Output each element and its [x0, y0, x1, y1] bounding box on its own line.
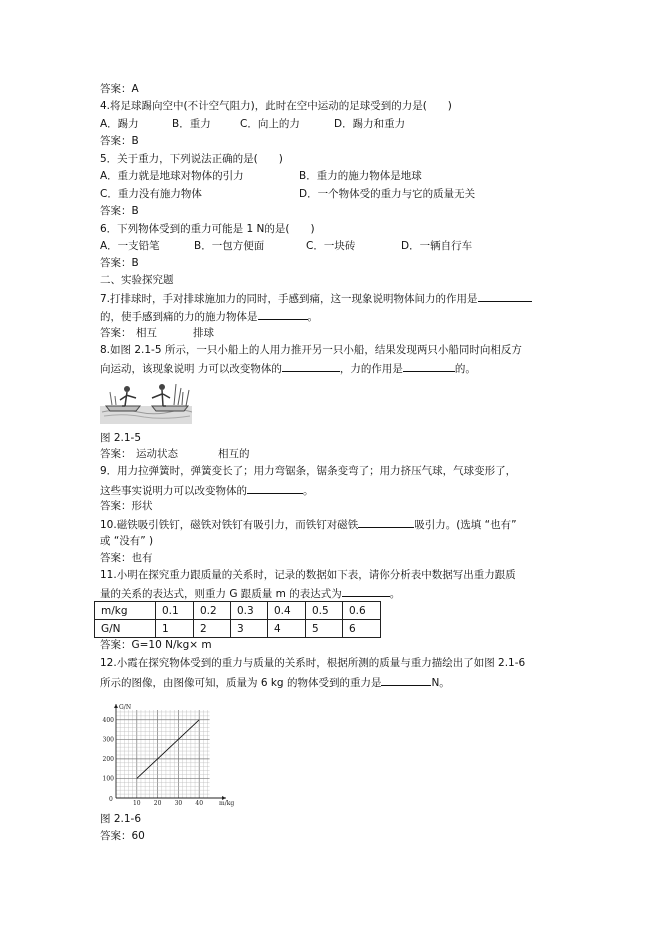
- q10-blank: [358, 516, 414, 528]
- q12-line-1: 12.小霞在探究物体受到的重力与质量的关系时，根据所测的质量与重力描绘出了如图 2.1-6: [100, 657, 526, 669]
- q9-text-2: 。: [303, 485, 314, 497]
- table-row: [95, 620, 381, 638]
- q7-line-1: [100, 290, 532, 306]
- q8-answer-label: 答案：: [100, 448, 132, 460]
- table-cell: 0.3: [231, 602, 268, 620]
- q11-line-1: 11.小明在探究重力跟质量的关系时，记录的数据如下表，请你分析表中数据写出重力跟质: [100, 569, 516, 581]
- q8-line-2: [100, 360, 476, 376]
- q3-answer: 答案：A: [100, 83, 139, 95]
- q8-answer-1: 运动状态: [136, 448, 178, 460]
- q11-answer: 答案：G=10 N/kg× m: [100, 639, 212, 651]
- q9-blank: [247, 482, 303, 494]
- q7-blank-2: [258, 308, 308, 320]
- q8-blank-1: [282, 360, 340, 372]
- table-cell: 6: [343, 620, 381, 638]
- q10-line-2: 或 “没有” ): [100, 535, 154, 547]
- table-cell: 0.6: [343, 602, 381, 620]
- figure-caption-2-1-6: 图 2.1-6: [100, 813, 142, 825]
- q9-answer: 答案：形状: [100, 500, 153, 512]
- q8-answer-2: 相互的: [218, 448, 250, 460]
- q4-option-d: D．踢力和重力: [334, 118, 406, 130]
- q4-option-c: C．向上的力: [240, 118, 300, 130]
- series-line: [137, 720, 199, 779]
- q6-answer: 答案：B: [100, 257, 139, 269]
- q7-text-3: 。: [307, 311, 318, 323]
- q10-text-1: 10.磁铁吸引铁钉，磁铁对铁钉有吸引力，而铁钉对磁铁: [100, 519, 359, 531]
- table-row: [95, 602, 381, 620]
- chart-series: [137, 720, 199, 779]
- q10-answer: 答案：也有: [100, 552, 153, 564]
- x-tick-label: 10: [132, 800, 141, 807]
- q10-text-2: 吸引力。(选填 “也有”: [414, 519, 517, 531]
- table-cell: 0.2: [194, 602, 231, 620]
- y-tick-label: 300: [102, 736, 114, 744]
- boats-illustration: [100, 376, 192, 424]
- q5-option-d: D．一个物体受的重力与它的质量无关: [299, 188, 476, 200]
- x-tick-label: 40: [195, 800, 204, 807]
- q4-stem: 4.将足球踢向空中(不计空气阻力)，此时在空中运动的足球受到的力是( ): [100, 100, 452, 112]
- q5-option-b: B．重力的施力物体是地球: [299, 170, 422, 182]
- q5-option-a: A．重力就是地球对物体的引力: [100, 170, 244, 182]
- q12-text-1: 所示的图像，由图像可知，质量为 6 kg 的物体受到的重力是: [100, 677, 382, 689]
- y-tick-label: 400: [102, 716, 114, 724]
- y-axis-arrow: [114, 704, 118, 708]
- weight-mass-graph: [100, 700, 240, 808]
- q12-line-2: [100, 674, 450, 690]
- mass-weight-table: [94, 601, 381, 638]
- q6-option-b: B．一包方便面: [194, 240, 265, 252]
- x-tick-label: 20: [153, 800, 162, 807]
- q8-text-2: ，力的作用是: [339, 363, 403, 375]
- q6-option-c: C．一块砖: [306, 240, 356, 252]
- table-cell: 3: [231, 620, 268, 638]
- q6-option-d: D．一辆自行车: [401, 240, 473, 252]
- origin-label: 0: [109, 796, 113, 803]
- q9-line-1: 9．用力拉弹簧时，弹簧变长了；用力弯锯条，锯条变弯了；用力挤压气球，气球变形了，: [100, 465, 517, 477]
- q7-answer-2: 排球: [193, 327, 214, 339]
- q11-line-2: [100, 585, 400, 601]
- q9-line-2: [100, 482, 314, 498]
- table-cell: 0.4: [268, 602, 306, 620]
- x-tick-label: 30: [174, 800, 183, 807]
- table-cell: 4: [268, 620, 306, 638]
- y-axis-label: G/N: [119, 704, 132, 711]
- q8-line-1: 8.如图 2.1-5 所示，一只小船上的人用力推开另一只小船，结果发现两只小船同时向相反方: [100, 344, 522, 356]
- q9-text-1: 这些事实说明力可以改变物体的: [100, 485, 247, 497]
- q5-stem: 5．关于重力，下列说法正确的是( ): [100, 153, 283, 165]
- q6-option-a: A．一支铅笔: [100, 240, 160, 252]
- q8-blank-2: [403, 360, 455, 372]
- q7-answer-label: 答案：: [100, 327, 132, 339]
- table-cell: 2: [194, 620, 231, 638]
- q7-answer-1: 相互: [136, 327, 157, 339]
- q6-stem: 6．下列物体受到的重力可能是 1 N的是( ): [100, 223, 315, 235]
- q8-text-3: 的。: [454, 363, 476, 375]
- q10-line-1: [100, 516, 517, 532]
- q11-text-1: 量的关系的表达式，则重力 G 跟质量 m 的表达式为: [100, 588, 342, 600]
- q12-blank: [381, 674, 431, 686]
- q5-option-c: C．重力没有施力物体: [100, 188, 202, 200]
- q4-option-b: B．重力: [172, 118, 211, 130]
- table-cell: 0.5: [306, 602, 343, 620]
- x-axis-label: m/kg: [219, 800, 235, 807]
- q11-text-2: 。: [389, 588, 401, 600]
- q7-line-2: [100, 308, 318, 324]
- q4-option-a: A．踢力: [100, 118, 139, 130]
- table-cell: G/N: [95, 620, 156, 638]
- table-cell: 0.1: [156, 602, 194, 620]
- table-cell: 5: [306, 620, 343, 638]
- q4-answer: 答案：B: [100, 135, 139, 147]
- q5-answer: 答案：B: [100, 205, 139, 217]
- q7-blank-1: [478, 290, 532, 302]
- q12-text-2: N。: [431, 677, 450, 689]
- y-tick-label: 100: [102, 775, 114, 783]
- q7-text-2: 的，使手感到痛的力的施力物体是: [100, 311, 258, 323]
- table-cell: 1: [156, 620, 194, 638]
- q7-text-1: 7.打排球时，手对排球施加力的同时，手感到痛，这一现象说明物体间力的作用是: [100, 293, 478, 305]
- figure-caption-2-1-5: 图 2.1-5: [100, 432, 142, 444]
- table-cell: m/kg: [95, 602, 156, 620]
- q11-blank: [342, 585, 390, 597]
- q12-answer: 答案：60: [100, 830, 145, 842]
- q8-text-1: 向运动，该现象说明 力可以改变物体的: [100, 363, 282, 375]
- y-tick-label: 200: [102, 755, 114, 763]
- section-heading: 二、实验探究题: [100, 274, 174, 286]
